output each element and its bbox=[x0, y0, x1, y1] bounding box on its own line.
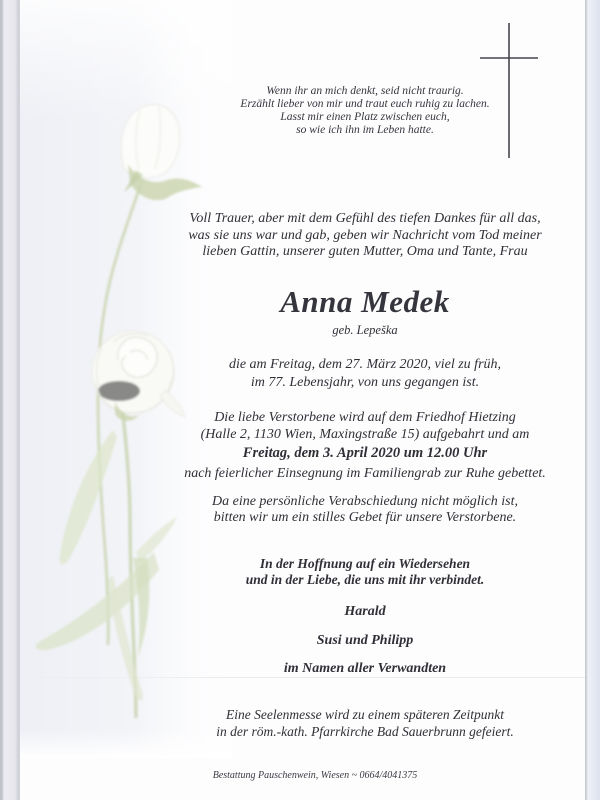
hope-message-line: und in der Liebe, die uns mit ihr verbindet. bbox=[245, 571, 485, 587]
hope-message-line: In der Hoffnung auf ein Wiedersehen bbox=[259, 556, 471, 571]
prayer-note-line: bitten wir um ein stilles Gebet für unsere Verstorbene. bbox=[213, 509, 517, 525]
prayer-note-line: Da eine persönliche Verabschiedung nicht möglich ist, bbox=[212, 494, 518, 509]
hope-message bbox=[128, 556, 600, 587]
poem-line: Lasst mir einen Platz zwischen euch, bbox=[280, 111, 450, 123]
poem-line: Erzählt lieber von mir und traut euch ruhig zu lachen. bbox=[240, 98, 490, 110]
announcement-line: lieben Gattin, unserer guten Mutter, Oma und Tante, Frau bbox=[202, 244, 528, 259]
funeral-closing: nach feierlicher Einsegnung im Familiengrab zur Ruhe gebettet. bbox=[184, 466, 546, 481]
notice-content bbox=[128, 0, 600, 800]
announcement-line: was sie uns war und gab, geben wir Nachricht vom Tod meiner bbox=[188, 227, 542, 243]
death-info bbox=[128, 356, 600, 392]
mourner-name: Harald bbox=[344, 604, 386, 619]
poem bbox=[128, 85, 600, 137]
memorial-mass-line: Eine Seelenmesse wird zu einem späteren Zeitpunkt bbox=[226, 707, 504, 722]
death-info-line: im 77. Lebensjahr, von uns gegangen ist. bbox=[250, 375, 480, 390]
death-info-line: die am Freitag, dem 27. März 2020, viel zu früh, bbox=[228, 357, 502, 372]
funeral-info bbox=[128, 409, 600, 443]
memorial-mass-line: in der röm.-kath. Pfarrkirche Bad Sauerbrunn gefeiert. bbox=[216, 724, 514, 739]
scan-edge-right bbox=[585, 0, 600, 800]
funeral-home-footer: Bestattung Pauschenwein, Wiesen ~ 0664/4041375 bbox=[212, 770, 418, 781]
poem-line: so wie ich ihn im Leben hatte. bbox=[296, 124, 434, 136]
announcement-line: Voll Trauer, aber mit dem Gefühl des tiefen Dankes für all das, bbox=[189, 211, 541, 226]
scan-edge-left bbox=[0, 0, 20, 800]
funeral-datetime: Freitag, dem 3. April 2020 um 12.00 Uhr bbox=[242, 445, 488, 461]
deceased-name: Anna Medek bbox=[280, 284, 450, 319]
mourner-name: Susi und Philipp bbox=[316, 633, 414, 648]
mourners-on-behalf: im Namen aller Verwandten bbox=[283, 661, 447, 676]
memorial-mass-note bbox=[128, 706, 600, 740]
poem-line: Wenn ihr an mich denkt, seid nicht traurig. bbox=[266, 85, 464, 97]
announcement bbox=[128, 211, 600, 261]
funeral-info-line: (Halle 2, 1130 Wien, Maxingstraße 15) aufgebahrt und am bbox=[200, 427, 530, 442]
prayer-note bbox=[128, 494, 600, 525]
funeral-info-line: Die liebe Verstorbene wird auf dem Friedhof Hietzing bbox=[214, 410, 516, 425]
maiden-name: geb. Lepeška bbox=[332, 323, 398, 337]
